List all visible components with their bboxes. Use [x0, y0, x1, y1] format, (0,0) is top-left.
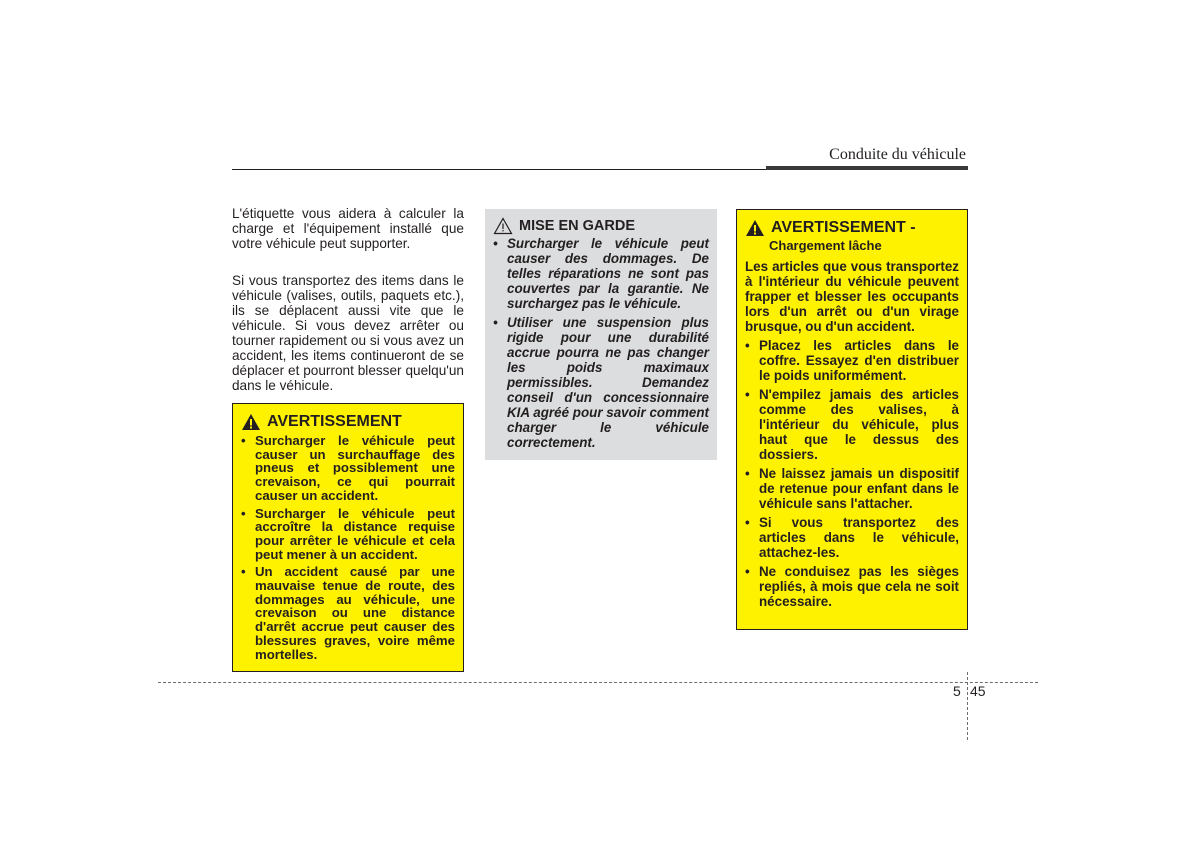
warning-box-title: AVERTISSEMENT [267, 413, 402, 430]
header-rule-accent [766, 166, 968, 170]
list-item: • Ne laissez jamais un dispositif de retenue pour enfant dans le véhicule sans l'attacher. [745, 466, 959, 511]
caution-box [485, 209, 717, 460]
loose-cargo-subtitle: Chargement lâche [769, 238, 882, 253]
page-number: 45 [970, 683, 986, 699]
chapter-number: 5 [953, 683, 961, 699]
paragraph: Si vous transportez des items dans le véhicule (valises, outils, paquets etc.), ils se déplacent aussi vite que le véhicule. Si vous devez arrêter ou tourner rapidement ou si vous avez un accident, les items continueront de se déplacer et pourront blesser quelqu'un dans le véhicule. [232, 273, 464, 393]
caution-box-header [493, 217, 709, 235]
warning-box-header [241, 413, 455, 431]
list-item: • Utiliser une suspension plus rigide pour une durabilité accrue pourra ne pas changer les poids maximaux permissibles. Demandez conseil d'un concessionnaire KIA agréé pour savoir comment charger le véhicule correctement. [493, 315, 709, 450]
warning-list [241, 434, 455, 661]
loose-cargo-title: AVERTISSEMENT - [771, 219, 916, 236]
caution-list [493, 236, 709, 450]
list-item: • N'empilez jamais des articles comme des valises, à l'intérieur du véhicule, plus haut que le dessus des dossiers. [745, 387, 959, 462]
list-item: • Surcharger le véhicule peut causer des dommages. De telles réparations ne sont pas couvertes par la garantie. Ne surchargez pas le véhicule. [493, 236, 709, 311]
list-item: • Ne conduisez pas les sièges repliés, à mois que cela ne soit nécessaire. [745, 564, 959, 609]
caution-box-title: MISE EN GARDE [519, 218, 636, 234]
list-item: • Un accident causé par une mauvaise tenue de route, des dommages au véhicule, une crevaison ou une distance d'arrêt accrue peut causer des blessures graves, voire même mortelles. [241, 565, 455, 661]
section-title: Conduite du véhicule [829, 146, 966, 163]
warning-triangle-icon [241, 413, 261, 431]
loose-cargo-warning-box [736, 209, 968, 630]
list-item: • Surcharger le véhicule peut causer un surchauffage des pneus et possiblement une crevaison, ce qui pourrait causer un accident. [241, 434, 455, 503]
loose-cargo-intro: Les articles que vous transportez à l'intérieur du véhicule peuvent frapper et blesser les occupants lors d'un arrêt ou d'un virage brusque, ou d'un accident. [745, 259, 959, 334]
loose-cargo-header [745, 219, 959, 237]
footer-divider [158, 682, 1038, 683]
list-item: • Si vous transportez des articles dans le véhicule, attachez-les. [745, 515, 959, 560]
list-item: • Surcharger le véhicule peut accroître la distance requise pour arrêter le véhicule et cela peut mener à un accident. [241, 507, 455, 562]
list-item: • Placez les articles dans le coffre. Essayez d'en distribuer le poids uniformément. [745, 338, 959, 383]
body-text-column [232, 206, 464, 393]
caution-triangle-icon [493, 217, 513, 235]
warning-box [232, 403, 464, 672]
paragraph: L'étiquette vous aidera à calculer la charge et l'équipement installé que votre véhicule peut supporter. [232, 206, 464, 251]
page-number-divider [967, 672, 968, 740]
loose-cargo-list [745, 338, 959, 609]
warning-triangle-icon [745, 219, 765, 237]
header-rule [232, 169, 766, 170]
